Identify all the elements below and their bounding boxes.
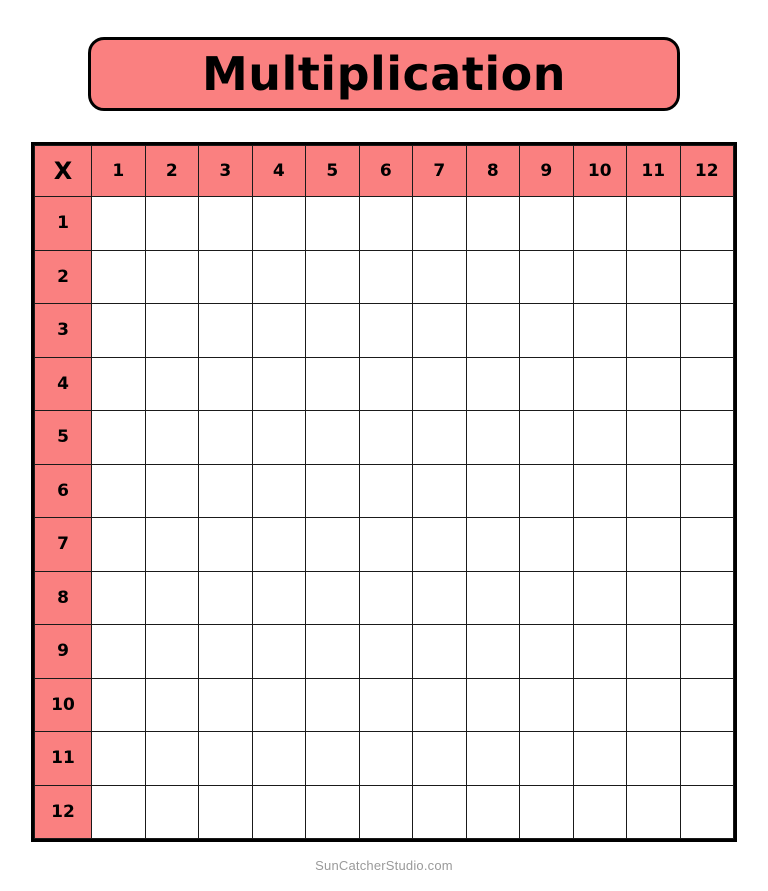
grid-cell[interactable]	[359, 571, 413, 625]
column-header-10: 10	[573, 146, 627, 197]
grid-cell[interactable]	[359, 464, 413, 518]
grid-cell[interactable]	[520, 625, 574, 679]
grid-cell[interactable]	[466, 411, 520, 465]
grid-cell[interactable]	[359, 357, 413, 411]
grid-cell[interactable]	[252, 411, 306, 465]
grid-body	[35, 197, 734, 839]
grid-cell[interactable]	[520, 464, 574, 518]
grid-cell[interactable]	[627, 732, 681, 786]
grid-cell[interactable]	[466, 518, 520, 572]
grid-cell[interactable]	[92, 732, 146, 786]
grid-cell[interactable]	[92, 625, 146, 679]
grid-cell[interactable]	[573, 785, 627, 839]
column-header-11: 11	[627, 146, 681, 197]
table-row	[35, 357, 734, 411]
grid-cell[interactable]	[413, 571, 467, 625]
column-header-9: 9	[520, 146, 574, 197]
grid-cell[interactable]	[199, 518, 253, 572]
grid-cell[interactable]	[252, 197, 306, 251]
grid-cell[interactable]	[306, 732, 360, 786]
grid-cell[interactable]	[199, 785, 253, 839]
column-header-1: 1	[92, 146, 146, 197]
page-title: Multiplication	[202, 47, 566, 101]
grid-cell[interactable]	[359, 411, 413, 465]
grid-cell[interactable]	[680, 304, 734, 358]
grid-cell[interactable]	[413, 464, 467, 518]
grid-cell[interactable]	[520, 571, 574, 625]
column-header-2: 2	[145, 146, 199, 197]
grid-cell[interactable]	[680, 464, 734, 518]
grid-cell[interactable]	[199, 197, 253, 251]
row-header-6: 6	[35, 464, 92, 518]
row-header-4: 4	[35, 357, 92, 411]
grid-cell[interactable]	[199, 464, 253, 518]
grid-cell[interactable]	[627, 678, 681, 732]
grid-cell[interactable]	[680, 411, 734, 465]
grid-cell[interactable]	[466, 197, 520, 251]
grid-cell[interactable]	[252, 518, 306, 572]
table-row	[35, 518, 734, 572]
table-row	[35, 732, 734, 786]
table-row	[35, 464, 734, 518]
row-header-11: 11	[35, 732, 92, 786]
grid-cell[interactable]	[306, 678, 360, 732]
grid-cell[interactable]	[520, 357, 574, 411]
row-header-12: 12	[35, 785, 92, 839]
multiplication-grid-container	[31, 142, 737, 842]
grid-cell[interactable]	[520, 250, 574, 304]
grid-cell[interactable]	[627, 304, 681, 358]
grid-cell[interactable]	[252, 785, 306, 839]
grid-cell[interactable]	[145, 625, 199, 679]
column-header-7: 7	[413, 146, 467, 197]
column-header-3: 3	[199, 146, 253, 197]
multiplication-grid	[34, 145, 734, 839]
grid-cell[interactable]	[92, 357, 146, 411]
grid-cell[interactable]	[306, 250, 360, 304]
grid-cell[interactable]	[199, 304, 253, 358]
grid-cell[interactable]	[252, 464, 306, 518]
grid-cell[interactable]	[252, 304, 306, 358]
grid-cell[interactable]	[573, 250, 627, 304]
grid-cell[interactable]	[145, 304, 199, 358]
grid-cell[interactable]	[199, 571, 253, 625]
table-row	[35, 785, 734, 839]
grid-cell[interactable]	[359, 518, 413, 572]
grid-cell[interactable]	[466, 304, 520, 358]
grid-cell[interactable]	[573, 625, 627, 679]
grid-cell[interactable]	[520, 197, 574, 251]
grid-cell[interactable]	[627, 785, 681, 839]
grid-cell[interactable]	[520, 411, 574, 465]
grid-cell[interactable]	[306, 464, 360, 518]
grid-cell[interactable]	[466, 678, 520, 732]
grid-cell[interactable]	[413, 678, 467, 732]
grid-cell[interactable]	[627, 518, 681, 572]
grid-cell[interactable]	[252, 571, 306, 625]
row-header-2: 2	[35, 250, 92, 304]
grid-cell[interactable]	[680, 197, 734, 251]
table-row	[35, 411, 734, 465]
grid-cell[interactable]	[359, 625, 413, 679]
grid-cell[interactable]	[145, 732, 199, 786]
grid-header	[35, 146, 734, 197]
grid-cell[interactable]	[359, 732, 413, 786]
grid-cell[interactable]	[92, 518, 146, 572]
grid-cell[interactable]	[413, 304, 467, 358]
grid-cell[interactable]	[573, 732, 627, 786]
grid-cell[interactable]	[145, 357, 199, 411]
title-banner	[88, 37, 680, 111]
grid-cell[interactable]	[573, 571, 627, 625]
grid-cell[interactable]	[520, 785, 574, 839]
grid-cell[interactable]	[573, 411, 627, 465]
grid-cell[interactable]	[145, 197, 199, 251]
grid-cell[interactable]	[252, 732, 306, 786]
footer-credit: SunCatcherStudio.com	[315, 858, 453, 873]
grid-cell[interactable]	[199, 625, 253, 679]
grid-cell[interactable]	[573, 304, 627, 358]
grid-cell[interactable]	[520, 304, 574, 358]
column-header-6: 6	[359, 146, 413, 197]
grid-cell[interactable]	[92, 464, 146, 518]
grid-cell[interactable]	[252, 625, 306, 679]
grid-cell[interactable]	[413, 732, 467, 786]
grid-cell[interactable]	[627, 464, 681, 518]
grid-cell[interactable]	[306, 571, 360, 625]
grid-cell[interactable]	[306, 625, 360, 679]
grid-cell[interactable]	[573, 464, 627, 518]
table-row	[35, 678, 734, 732]
grid-cell[interactable]	[627, 250, 681, 304]
grid-cell[interactable]	[145, 785, 199, 839]
grid-cell[interactable]	[359, 250, 413, 304]
grid-cell[interactable]	[359, 678, 413, 732]
grid-cell[interactable]	[413, 411, 467, 465]
grid-header-row	[35, 146, 734, 197]
grid-cell[interactable]	[627, 625, 681, 679]
grid-cell[interactable]	[520, 518, 574, 572]
grid-cell[interactable]	[520, 732, 574, 786]
grid-cell[interactable]	[92, 304, 146, 358]
grid-cell[interactable]	[413, 250, 467, 304]
table-row	[35, 571, 734, 625]
grid-cell[interactable]	[413, 197, 467, 251]
grid-cell[interactable]	[145, 411, 199, 465]
grid-cell[interactable]	[145, 678, 199, 732]
grid-cell[interactable]	[573, 518, 627, 572]
table-row	[35, 304, 734, 358]
grid-cell[interactable]	[680, 732, 734, 786]
grid-cell[interactable]	[680, 785, 734, 839]
grid-cell[interactable]	[145, 250, 199, 304]
grid-cell[interactable]	[413, 625, 467, 679]
grid-cell[interactable]	[92, 785, 146, 839]
grid-cell[interactable]	[627, 197, 681, 251]
grid-cell[interactable]	[359, 197, 413, 251]
grid-cell[interactable]	[359, 304, 413, 358]
grid-cell[interactable]	[680, 250, 734, 304]
grid-cell[interactable]	[306, 304, 360, 358]
column-header-12: 12	[680, 146, 734, 197]
grid-cell[interactable]	[92, 250, 146, 304]
row-header-8: 8	[35, 571, 92, 625]
grid-cell[interactable]	[680, 571, 734, 625]
grid-cell[interactable]	[466, 250, 520, 304]
grid-cell[interactable]	[573, 357, 627, 411]
grid-cell[interactable]	[92, 411, 146, 465]
grid-cell[interactable]	[573, 678, 627, 732]
grid-cell[interactable]	[413, 785, 467, 839]
grid-cell[interactable]	[466, 357, 520, 411]
grid-cell[interactable]	[359, 785, 413, 839]
table-row	[35, 625, 734, 679]
row-header-1: 1	[35, 197, 92, 251]
table-row	[35, 250, 734, 304]
column-header-5: 5	[306, 146, 360, 197]
grid-cell[interactable]	[306, 411, 360, 465]
grid-cell[interactable]	[413, 518, 467, 572]
grid-cell[interactable]	[680, 678, 734, 732]
grid-cell[interactable]	[306, 518, 360, 572]
table-row	[35, 197, 734, 251]
grid-cell[interactable]	[252, 678, 306, 732]
grid-cell[interactable]	[627, 571, 681, 625]
row-header-5: 5	[35, 411, 92, 465]
grid-cell[interactable]	[466, 571, 520, 625]
grid-cell[interactable]	[199, 732, 253, 786]
grid-cell[interactable]	[413, 357, 467, 411]
row-header-7: 7	[35, 518, 92, 572]
grid-cell[interactable]	[306, 357, 360, 411]
title-banner-wrapper	[88, 37, 680, 111]
row-header-3: 3	[35, 304, 92, 358]
grid-cell[interactable]	[92, 571, 146, 625]
grid-cell[interactable]	[520, 678, 574, 732]
grid-cell[interactable]	[466, 464, 520, 518]
grid-cell[interactable]	[199, 678, 253, 732]
row-header-10: 10	[35, 678, 92, 732]
column-header-4: 4	[252, 146, 306, 197]
grid-cell[interactable]	[680, 625, 734, 679]
row-header-9: 9	[35, 625, 92, 679]
grid-cell[interactable]	[680, 518, 734, 572]
grid-cell[interactable]	[145, 518, 199, 572]
grid-cell[interactable]	[92, 197, 146, 251]
grid-cell[interactable]	[199, 250, 253, 304]
column-header-8: 8	[466, 146, 520, 197]
grid-cell[interactable]	[252, 357, 306, 411]
grid-corner-label: X	[35, 146, 92, 197]
grid-cell[interactable]	[627, 357, 681, 411]
grid-cell[interactable]	[466, 625, 520, 679]
grid-cell[interactable]	[466, 785, 520, 839]
grid-cell[interactable]	[145, 571, 199, 625]
grid-cell[interactable]	[466, 732, 520, 786]
grid-cell[interactable]	[252, 250, 306, 304]
grid-cell[interactable]	[680, 357, 734, 411]
grid-cell[interactable]	[145, 464, 199, 518]
grid-cell[interactable]	[199, 411, 253, 465]
grid-cell[interactable]	[627, 411, 681, 465]
grid-cell[interactable]	[199, 357, 253, 411]
grid-cell[interactable]	[306, 197, 360, 251]
grid-cell[interactable]	[573, 197, 627, 251]
grid-cell[interactable]	[306, 785, 360, 839]
grid-cell[interactable]	[92, 678, 146, 732]
